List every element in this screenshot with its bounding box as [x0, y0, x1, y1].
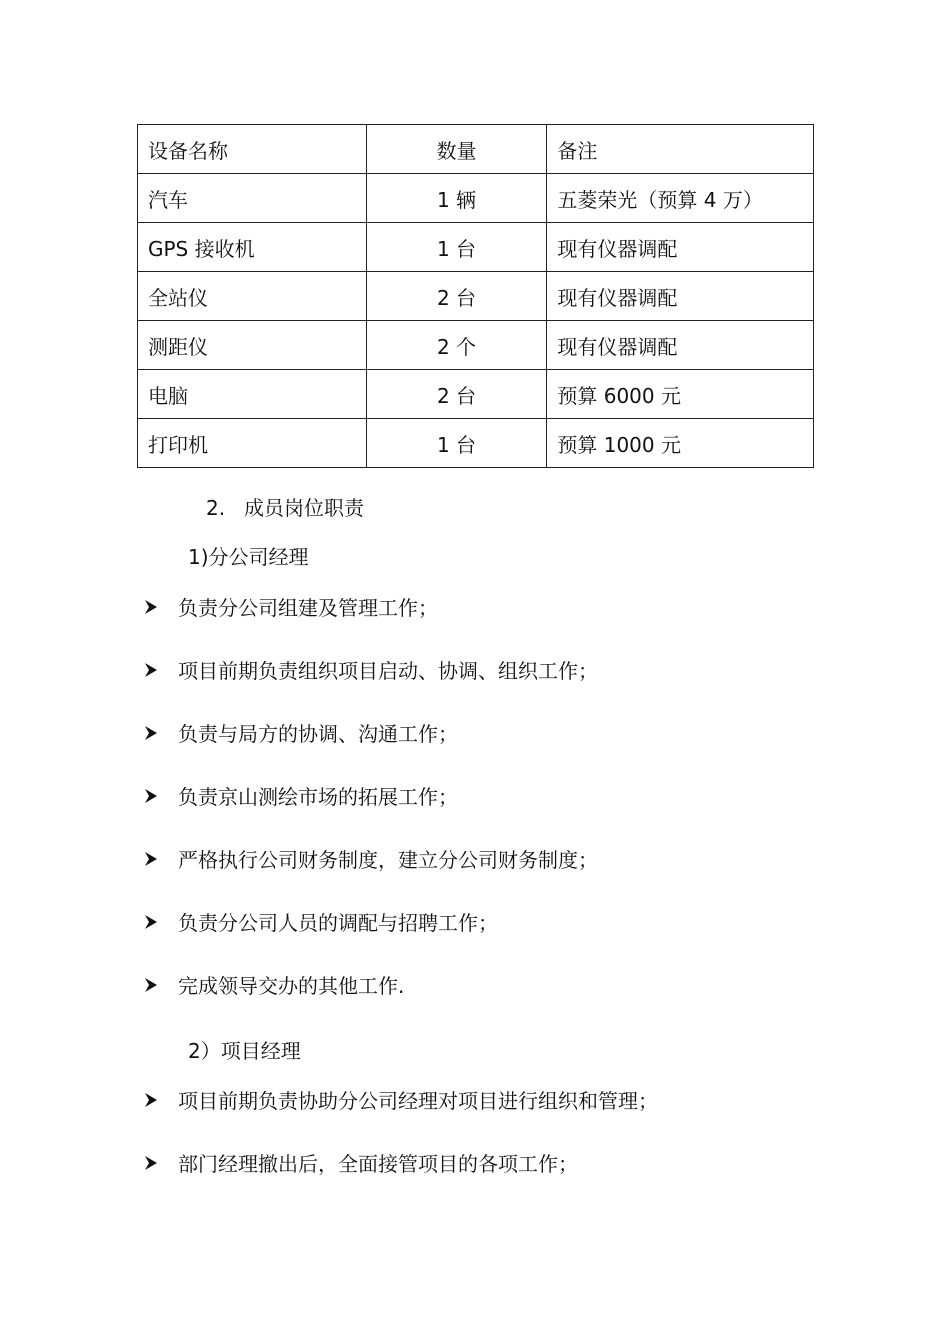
list-item-text: 负责分公司人员的调配与招聘工作；: [178, 911, 498, 935]
table-cell: 打印机: [138, 419, 367, 468]
table-cell: 预算 1000 元: [547, 419, 814, 468]
list-item-text: 负责京山测绘市场的拓展工作；: [178, 785, 458, 809]
table-cell: 2 个: [366, 321, 547, 370]
list-item: [144, 592, 438, 621]
header-cell: 设备名称: [138, 125, 367, 174]
table-row: [138, 223, 814, 272]
section-number: 2.: [206, 496, 226, 520]
table-cell: 现有仪器调配: [547, 321, 814, 370]
arrow-bullet-icon: [144, 977, 158, 993]
list-item: [144, 844, 598, 873]
table-cell: 现有仪器调配: [547, 223, 814, 272]
list-item-text: 完成领导交办的其他工作.: [178, 974, 405, 998]
arrow-bullet-icon: [144, 914, 158, 930]
arrow-bullet-icon: [144, 788, 158, 804]
list-item: [144, 1148, 578, 1177]
table-cell: 现有仪器调配: [547, 272, 814, 321]
list-item-text: 项目前期负责组织项目启动、协调、组织工作；: [178, 659, 598, 683]
table-cell: 2 台: [366, 272, 547, 321]
table-row: [138, 419, 814, 468]
table-cell: 汽车: [138, 174, 367, 223]
equipment-table: [137, 124, 814, 468]
table-cell: 1 台: [366, 223, 547, 272]
header-cell: 数量: [366, 125, 547, 174]
arrow-bullet-icon: [144, 851, 158, 867]
list-item: [144, 1085, 658, 1114]
table-row: [138, 370, 814, 419]
table-cell: 1 台: [366, 419, 547, 468]
list-item: [144, 970, 404, 999]
table-row: [138, 321, 814, 370]
list-item-text: 严格执行公司财务制度，建立分公司财务制度；: [178, 848, 598, 872]
table-cell: GPS 接收机: [138, 223, 367, 272]
table-cell: 电脑: [138, 370, 367, 419]
list-item: [144, 907, 498, 936]
table-row: [138, 174, 814, 223]
arrow-bullet-icon: [144, 725, 158, 741]
table-cell: 测距仪: [138, 321, 367, 370]
table-header-row: [138, 125, 814, 174]
list-item: [144, 655, 598, 684]
list-item: [144, 781, 458, 810]
table-cell: 1 辆: [366, 174, 547, 223]
list-item-text: 项目前期负责协助分公司经理对项目进行组织和管理；: [178, 1089, 658, 1113]
table-row: [138, 272, 814, 321]
list-item-text: 部门经理撤出后，全面接管项目的各项工作；: [178, 1152, 578, 1176]
section-heading: [206, 492, 364, 521]
arrow-bullet-icon: [144, 1092, 158, 1108]
table-cell: 全站仪: [138, 272, 367, 321]
list-item: [144, 718, 458, 747]
list-item-text: 负责分公司组建及管理工作；: [178, 596, 438, 620]
subsection-heading-2: 2）项目经理: [188, 1039, 301, 1063]
arrow-bullet-icon: [144, 1155, 158, 1171]
arrow-bullet-icon: [144, 599, 158, 615]
section-title: 成员岗位职责: [244, 496, 364, 520]
subsection-heading-1: 1)分公司经理: [188, 545, 309, 569]
table-cell: 预算 6000 元: [547, 370, 814, 419]
header-cell: 备注: [547, 125, 814, 174]
arrow-bullet-icon: [144, 662, 158, 678]
table-cell: 2 台: [366, 370, 547, 419]
table-cell: 五菱荣光（预算 4 万）: [547, 174, 814, 223]
list-item-text: 负责与局方的协调、沟通工作；: [178, 722, 458, 746]
